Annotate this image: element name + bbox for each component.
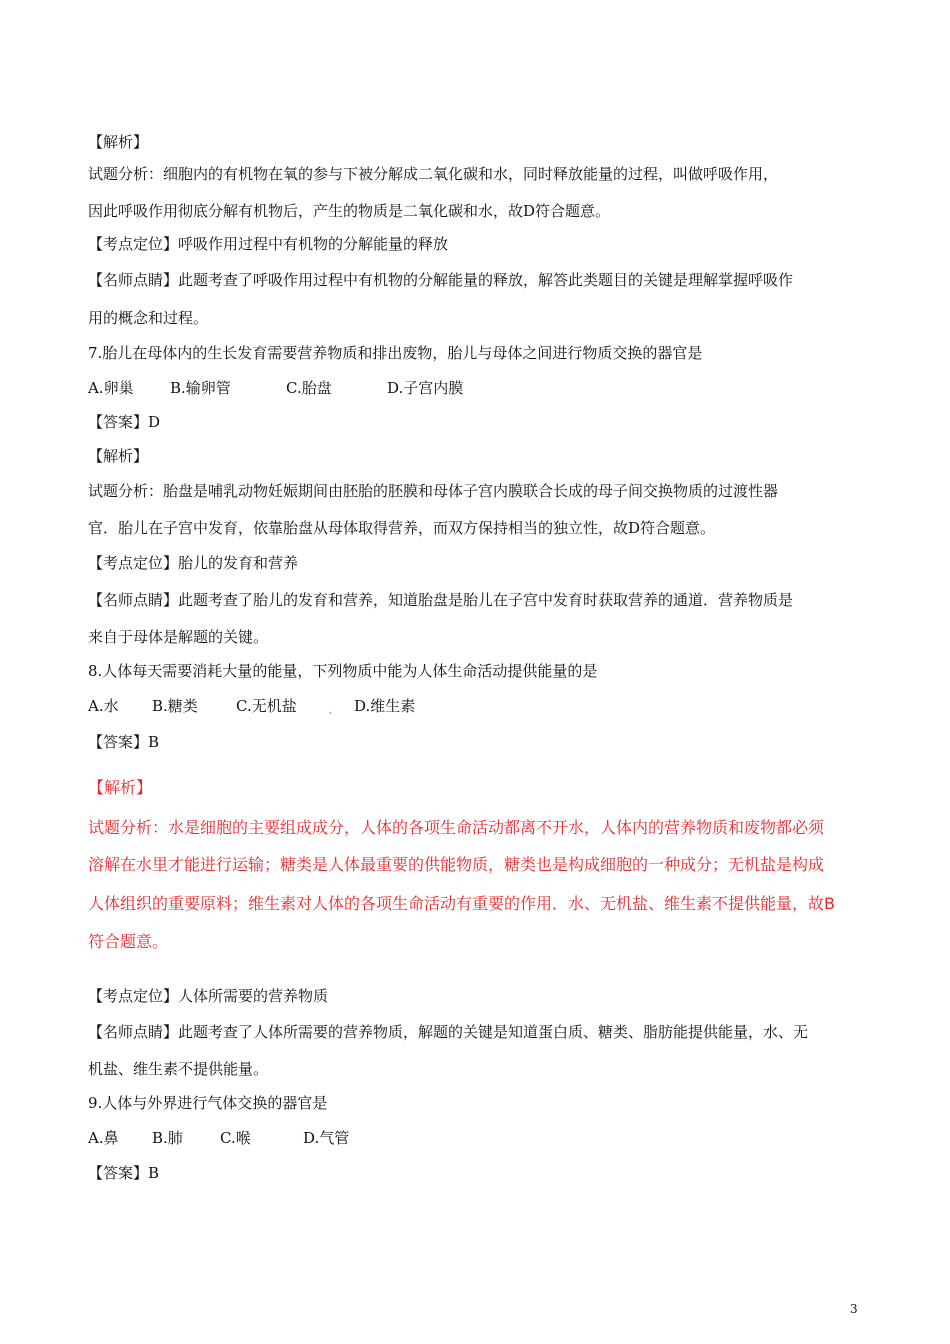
q9-question: 9.人体与外界进行气体交换的器官是 (88, 1094, 328, 1112)
q7-option-c: C.胎盘 (286, 379, 332, 397)
q8-kaodian: 【考点定位】人体所需要的营养物质 (88, 987, 329, 1005)
q6-analysis-line-1: 试题分析：细胞内的有机物在氧的参与下被分解成二氧化碳和水，同时释放能量的过程，叫做呼吸作用， (88, 165, 779, 183)
q8-analysis-line-4: 符合题意。 (88, 932, 169, 951)
q6-kaodian: 【考点定位】呼吸作用过程中有机物的分解能量的释放 (88, 235, 449, 253)
q6-analysis-tag: 【解析】 (88, 133, 149, 151)
q7-kaodian: 【考点定位】胎儿的发育和营养 (88, 554, 299, 572)
q8-option-b: B.糖类 (152, 697, 198, 715)
page-number: 3 (850, 1302, 858, 1316)
q8-question: 8.人体每天需要消耗大量的能量，下列物质中能为人体生命活动提供能量的是 (88, 662, 598, 680)
q8-analysis-tag: 【解析】 (88, 778, 153, 797)
q7-analysis-line-2: 官．胎儿在子宫中发育，依靠胎盘从母体取得营养，而双方保持相当的独立性，故D符合题意。 (88, 519, 716, 537)
q7-dianjing-line-2: 来自于母体是解题的关键。 (88, 628, 269, 646)
q9-option-a: A.鼻 (88, 1129, 119, 1147)
q9-option-b: B.肺 (152, 1129, 183, 1147)
q6-dianjing-line-1: 【名师点睛】此题考查了呼吸作用过程中有机物的分解能量的释放，解答此类题目的关键是理解掌握呼吸作 (88, 271, 794, 289)
q9-option-d: D.气管 (303, 1129, 350, 1147)
q8-analysis-line-2: 溶解在水里才能进行运输；糖类是人体最重要的供能物质，糖类也是构成细胞的一种成分；无机盐是构成 (88, 855, 825, 874)
q7-answer: 【答案】D (88, 413, 161, 431)
q7-dianjing-line-1: 【名师点睛】此题考查了胎儿的发育和营养，知道胎盘是胎儿在子宫中发育时获取营养的通道．营养物质是 (88, 591, 794, 609)
stray-mark: . (328, 700, 333, 718)
q8-answer: 【答案】B (88, 733, 160, 751)
q7-question: 7.胎儿在母体内的生长发育需要营养物质和排出废物，胎儿与母体之间进行物质交换的器官是 (88, 344, 703, 362)
q8-dianjing-line-2: 机盐、维生素不提供能量。 (88, 1060, 269, 1078)
q8-option-d: D.维生素 (354, 697, 416, 715)
q7-analysis-tag: 【解析】 (88, 447, 149, 465)
q8-option-a: A.水 (88, 697, 119, 715)
q8-option-c: C.无机盐 (236, 697, 297, 715)
q8-dianjing-line-1: 【名师点睛】此题考查了人体所需要的营养物质，解题的关键是知道蛋白质、糖类、脂肪能提供能量，水、无 (88, 1023, 809, 1041)
q9-answer: 【答案】B (88, 1164, 160, 1182)
q7-option-a: A.卵巢 (88, 379, 134, 397)
q7-option-b: B.输卵管 (170, 379, 231, 397)
q7-analysis-line-1: 试题分析：胎盘是哺乳动物妊娠期间由胚胎的胚膜和母体子宫内膜联合长成的母子间交换物质的过渡性器 (88, 482, 779, 500)
q7-option-d: D.子宫内膜 (387, 379, 464, 397)
q9-option-c: C.喉 (220, 1129, 251, 1147)
q8-analysis-line-1: 试题分析：水是细胞的主要组成成分，人体的各项生命活动都离不开水，人体内的营养物质和废物都必须 (88, 818, 825, 837)
q8-analysis-line-3: 人体组织的重要原料；维生素对人体的各项生命活动有重要的作用．水、无机盐、维生素不提供能量，故B (88, 894, 835, 913)
q6-analysis-line-2: 因此呼吸作用彻底分解有机物后，产生的物质是二氧化碳和水，故D符合题意。 (88, 202, 611, 220)
q6-dianjing-line-2: 用的概念和过程。 (88, 309, 209, 327)
